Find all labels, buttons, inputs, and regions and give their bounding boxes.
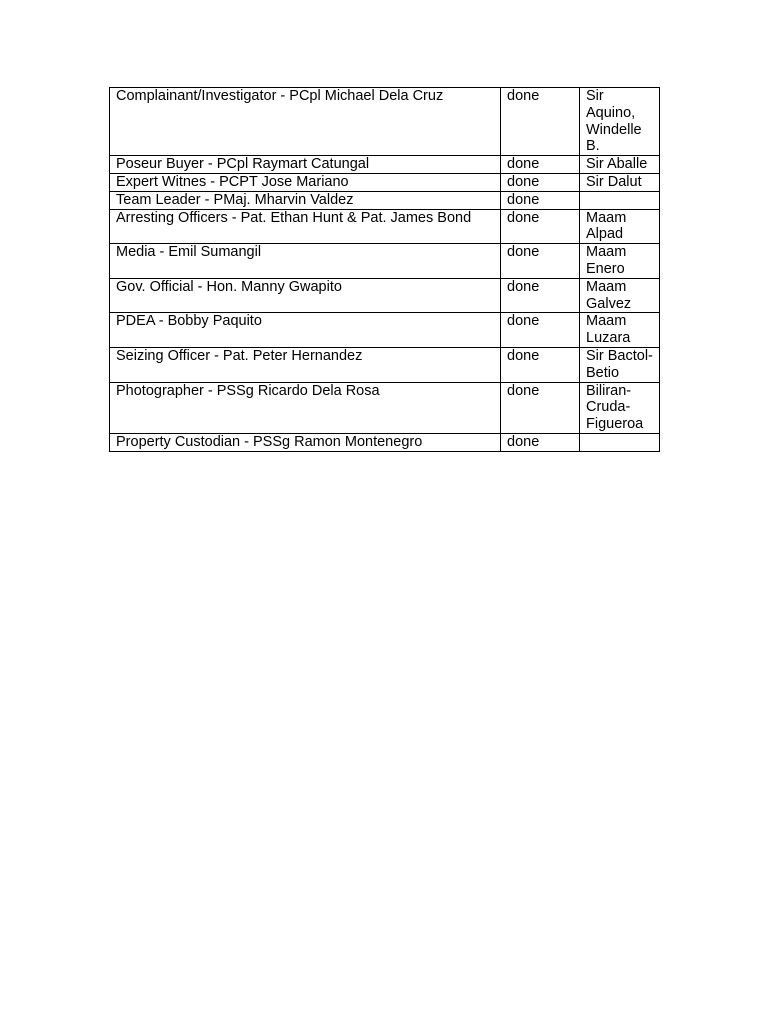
role-cell: Team Leader - PMaj. Mharvin Valdez: [110, 191, 501, 209]
status-cell: done: [501, 209, 580, 244]
assigned-cell: [580, 433, 660, 451]
status-cell: done: [501, 88, 580, 156]
table-row: [110, 382, 660, 433]
role-cell: Complainant/Investigator - PCpl Michael Dela Cruz: [110, 88, 501, 156]
status-cell: done: [501, 191, 580, 209]
assigned-cell: Sir Bactol-Betio: [580, 347, 660, 382]
assigned-cell: Sir Aquino, Windelle B.: [580, 88, 660, 156]
assigned-cell: Maam Galvez: [580, 278, 660, 313]
assigned-cell: Sir Dalut: [580, 173, 660, 191]
role-cell: Seizing Officer - Pat. Peter Hernandez: [110, 347, 501, 382]
status-cell: done: [501, 156, 580, 174]
assigned-cell: Maam Alpad: [580, 209, 660, 244]
role-cell: Poseur Buyer - PCpl Raymart Catungal: [110, 156, 501, 174]
role-cell: Expert Witnes - PCPT Jose Mariano: [110, 173, 501, 191]
status-cell: done: [501, 382, 580, 433]
role-cell: Gov. Official - Hon. Manny Gwapito: [110, 278, 501, 313]
table-row: [110, 88, 660, 156]
table-row: [110, 313, 660, 348]
status-cell: done: [501, 173, 580, 191]
role-cell: Property Custodian - PSSg Ramon Montenegro: [110, 433, 501, 451]
table-row: [110, 209, 660, 244]
status-cell: done: [501, 433, 580, 451]
table-row: [110, 433, 660, 451]
table-row: [110, 278, 660, 313]
table-row: [110, 191, 660, 209]
table-row: [110, 244, 660, 279]
assignment-table: [109, 87, 660, 452]
status-cell: done: [501, 313, 580, 348]
table-row: [110, 347, 660, 382]
table-row: [110, 173, 660, 191]
assigned-cell: Biliran-Cruda-Figueroa: [580, 382, 660, 433]
assigned-cell: Sir Aballe: [580, 156, 660, 174]
role-cell: Arresting Officers - Pat. Ethan Hunt & Pat. James Bond: [110, 209, 501, 244]
table-row: [110, 156, 660, 174]
status-cell: done: [501, 347, 580, 382]
status-cell: done: [501, 244, 580, 279]
role-cell: Media - Emil Sumangil: [110, 244, 501, 279]
role-cell: Photographer - PSSg Ricardo Dela Rosa: [110, 382, 501, 433]
assigned-cell: Maam Luzara: [580, 313, 660, 348]
assigned-cell: Maam Enero: [580, 244, 660, 279]
role-cell: PDEA - Bobby Paquito: [110, 313, 501, 348]
assigned-cell: [580, 191, 660, 209]
status-cell: done: [501, 278, 580, 313]
